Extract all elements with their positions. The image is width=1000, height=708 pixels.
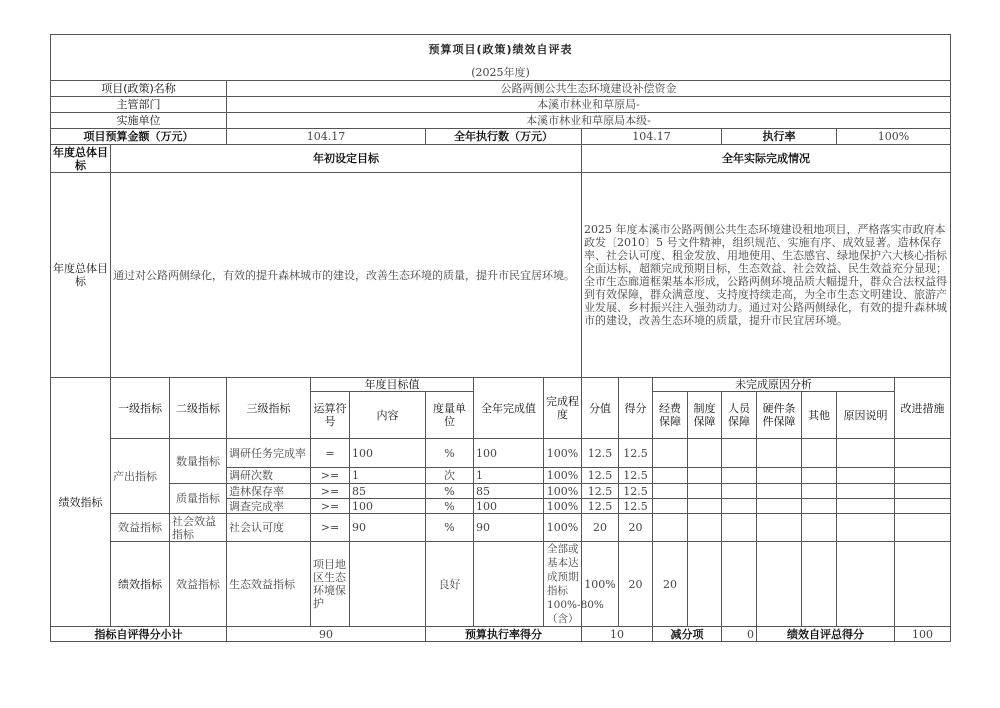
indicator-op (350, 542, 426, 627)
indicator-value: 85 (474, 484, 544, 499)
indicator-name: 造林保存率 (227, 484, 311, 499)
indicator-unit: % (426, 499, 474, 514)
reason-other: 其他 (802, 392, 837, 439)
reason-system: 制度保障 (688, 392, 722, 439)
reason-funding: 经费保障 (653, 392, 688, 439)
table-row (51, 439, 951, 468)
target-group-header: 年度目标值 (311, 378, 474, 392)
benefit-indicator-2: 效益指标 (170, 542, 227, 627)
indicator-value: 100 (474, 439, 544, 468)
output-indicator: 产出指标 (111, 439, 170, 514)
indicator-score: 12.5 (619, 468, 653, 484)
actual-goal-text: 2025 年度本溪市公路两侧公共生态环境建设租地项目，严格落实市政府本政发〔2010〕5 号文件精神，组织规范、实施有序、成效显著。造林保存率、社会认可度、租金发放、用地使用、生态感官、绿地保护六大核心指标全面达标，超额完成预期目标，生态效益、社会效益、民生效益充分显现；全市生态廊道框架基本形成，公路两侧环境品质大幅提升，群众合法权益得到有效保障，群众满意度、支持度持续走高，为全市生态文明建设、旅游产业发展、乡村振兴注入强劲动力。通过对公路两侧绿化，有效的提升森林城市的建设，改善生态环境的质量，提升市民宜居环境。 (582, 173, 951, 378)
measures-header: 改进措施 (895, 378, 951, 439)
indicator-content: 1 (350, 468, 426, 484)
indicator-completion: 100% (544, 468, 582, 484)
subtotal-label: 指标自评得分小计 (51, 627, 227, 642)
indicator-completion: 100% (544, 484, 582, 499)
budget-value: 104.17 (227, 129, 426, 145)
perf-label-2: 绩效指标 (111, 542, 170, 627)
quality-indicator: 质量指标 (170, 484, 227, 514)
reason-hardware: 硬件条件保障 (757, 392, 802, 439)
perf-label: 绩效指标 (51, 378, 111, 627)
goal-label-top: 年度总体目标 (51, 145, 111, 173)
op-header: 运算符号 (311, 392, 350, 439)
score-value-header: 分值 (582, 378, 619, 439)
social-indicator: 社会效益指标 (170, 514, 227, 542)
budget-score-label: 预算执行率得分 (426, 627, 582, 642)
reason-staff: 人员保障 (722, 392, 757, 439)
deduct-value: 0 (722, 627, 757, 642)
indicator-name: 调研任务完成率 (227, 439, 311, 468)
page-title: 预算项目(政策)绩效自评表 (51, 35, 951, 65)
indicator-name: 调研次数 (227, 468, 311, 484)
score-header: 得分 (619, 378, 653, 439)
level1-header: 一级指标 (111, 378, 170, 439)
evaluation-table (50, 34, 951, 642)
budget-label: 项目预算金额（万元） (51, 129, 227, 145)
reason-group-header: 未完成原因分析 (653, 378, 895, 392)
indicator-unit: % (426, 484, 474, 499)
project-name-label: 项目(政策)名称 (51, 81, 227, 97)
indicator-content: 85 (350, 484, 426, 499)
completion-header: 完成程度 (544, 378, 582, 439)
exec-value: 104.17 (582, 129, 722, 145)
rate-value: 100% (837, 129, 951, 145)
eco-indicator: 生态效益指标 (227, 542, 311, 627)
budget-score-value: 10 (582, 627, 653, 642)
total-value: 100 (895, 627, 951, 642)
indicator-score: 12.5 (619, 499, 653, 514)
table-row (51, 514, 951, 542)
deduct-label: 减分项 (653, 627, 722, 642)
indicator-op: >= (311, 514, 350, 542)
indicator-completion: 100% (544, 499, 582, 514)
dept-label: 主管部门 (51, 97, 227, 113)
indicator-op: >= (311, 468, 350, 484)
indicator-value: 90 (474, 514, 544, 542)
level2-header: 二级指标 (170, 378, 227, 439)
indicator-unit: 次 (426, 468, 474, 484)
indicator-score: 12.5 (619, 484, 653, 499)
indicator-content: 100 (350, 439, 426, 468)
exec-label: 全年执行数（万元） (426, 129, 582, 145)
table-row (51, 484, 951, 499)
impl-value: 本溪市林业和草原局本级- (227, 113, 951, 129)
table-row (51, 542, 951, 627)
set-goal-header: 年初设定目标 (111, 145, 582, 173)
indicator-completion: 100% (582, 542, 619, 627)
indicator-score-value: 12.5 (582, 484, 619, 499)
set-goal-text: 通过对公路两侧绿化，有效的提升森林城市的建设，改善生态环境的质量，提升市民宜居环境。 (111, 173, 582, 378)
project-name-value: 公路两侧公共生态环境建设补偿资金 (227, 81, 951, 97)
dept-value: 本溪市林业和草原局- (227, 97, 951, 113)
goal-label: 年度总体目标 (51, 173, 111, 378)
full-year-header: 全年完成值 (474, 378, 544, 439)
indicator-op: = (311, 439, 350, 468)
indicator-content: 90 (350, 514, 426, 542)
indicator-score: 12.5 (619, 439, 653, 468)
indicator-score-value: 12.5 (582, 468, 619, 484)
indicator-score: 20 (619, 514, 653, 542)
indicator-score-value: 12.5 (582, 439, 619, 468)
indicator-score-value: 12.5 (582, 499, 619, 514)
footer-row (51, 627, 951, 642)
indicator-unit (474, 542, 544, 627)
year-label: (2025年度) (51, 65, 951, 81)
indicator-completion: 100% (544, 514, 582, 542)
indicator-content: 良好 (426, 542, 474, 627)
indicator-name: 调查完成率 (227, 499, 311, 514)
indicator-score-value: 20 (619, 542, 653, 627)
indicator-score-value: 20 (582, 514, 619, 542)
indicator-name: 项目地区生态环境保护 (311, 542, 350, 627)
level3-header: 三级指标 (227, 378, 311, 439)
content-header: 内容 (350, 392, 426, 439)
rate-label: 执行率 (722, 129, 837, 145)
indicator-score: 20 (653, 542, 688, 627)
benefit-indicator: 效益指标 (111, 514, 170, 542)
indicator-content: 100 (350, 499, 426, 514)
reason-explain: 原因说明 (837, 392, 895, 439)
indicator-op: >= (311, 484, 350, 499)
indicator-op: >= (311, 499, 350, 514)
indicator-completion: 100% (544, 439, 582, 468)
indicator-unit: % (426, 439, 474, 468)
indicator-value: 1 (474, 468, 544, 484)
actual-goal-header: 全年实际完成情况 (582, 145, 951, 173)
indicator-unit: % (426, 514, 474, 542)
indicator-value: 全部或基本达成预期指标100%-80%（含） (544, 542, 582, 627)
evaluation-form (50, 34, 950, 642)
indicator-name: 社会认可度 (227, 514, 311, 542)
impl-label: 实施单位 (51, 113, 227, 129)
subtotal-value: 90 (227, 627, 426, 642)
indicator-value: 100 (474, 499, 544, 514)
unit-header: 度量单位 (426, 392, 474, 439)
quantity-indicator: 数量指标 (170, 439, 227, 484)
total-label: 绩效自评总得分 (757, 627, 895, 642)
